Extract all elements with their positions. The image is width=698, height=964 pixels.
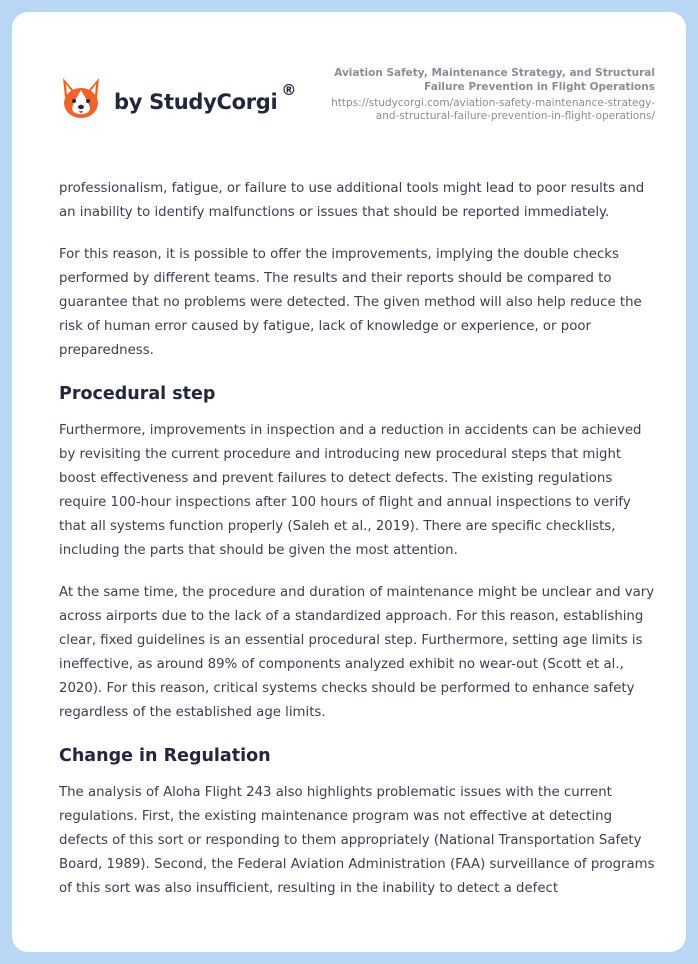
- paragraph: The analysis of Aloha Flight 243 also highlights problematic issues with the current regulations. First, the existing maintenance program was not effective at detecting defects of this sort or responding to them appropriately (National Transportation Safety Board, 1989). Second, the Federal Aviation Administration (FAA) surveillance of programs of this sort was also insufficient, resulting in the inability to detect a defect: [59, 785, 655, 896]
- corgi-icon: [60, 76, 102, 120]
- document-url-line-2[interactable]: and-structural-failure-prevention-in-flight-operations/: [375, 110, 655, 122]
- paragraph: professionalism, fatigue, or failure to use additional tools might lead to poor results and an inability to identify malfunctions or issues that should be reported immediately.: [59, 181, 645, 220]
- brand-name: by StudyCorgi: [114, 90, 278, 114]
- paragraph: At the same time, the procedure and duration of maintenance might be unclear and vary across airports due to the lack of a standardized approach. For this reason, establishing clear, fixed guidelines is an essential procedural step. Furthermore, setting age limits is ineffective, as around 89% of components analyzed exhibit no wear-out (Scott et al., 2020). For this reason, critical systems checks should be performed to enhance safety regardless of the established age limits.: [59, 585, 655, 720]
- document-url-line-1[interactable]: https://studycorgi.com/aviation-safety-maintenance-strategy-: [331, 97, 655, 109]
- paragraph: Furthermore, improvements in inspection and a reduction in accidents can be achieved by revisiting the current procedure and introducing new procedural steps that might boost effectiveness and prevent failures to detect defects. The existing regulations require 100-hour inspections after 100 hours of flight and annual inspections to verify that all systems function properly (Saleh et al., 2019). There are specific checklists, including the parts that should be given the most attention.: [59, 423, 642, 558]
- document-page: [12, 12, 686, 952]
- section-heading: Procedural step: [59, 384, 216, 404]
- document-body: [59, 177, 659, 919]
- registered-mark: ®: [281, 81, 297, 99]
- document-title-line-2: Failure Prevention in Flight Operations: [424, 81, 655, 93]
- document-meta: [295, 66, 655, 123]
- page-header: [12, 12, 686, 162]
- document-title-line-1: Aviation Safety, Maintenance Strategy, and Structural: [334, 67, 655, 79]
- document-title: [295, 66, 655, 94]
- studycorgi-logo[interactable]: [60, 76, 296, 120]
- paragraph: For this reason, it is possible to offer the improvements, implying the double checks performed by different teams. The results and their reports should be compared to guarantee that no problems were detected. The given method will also help reduce the risk of human error caused by fatigue, lack of knowledge or experience, or poor preparedness.: [59, 247, 642, 358]
- section-heading: Change in Regulation: [59, 746, 271, 766]
- document-url[interactable]: [295, 97, 655, 123]
